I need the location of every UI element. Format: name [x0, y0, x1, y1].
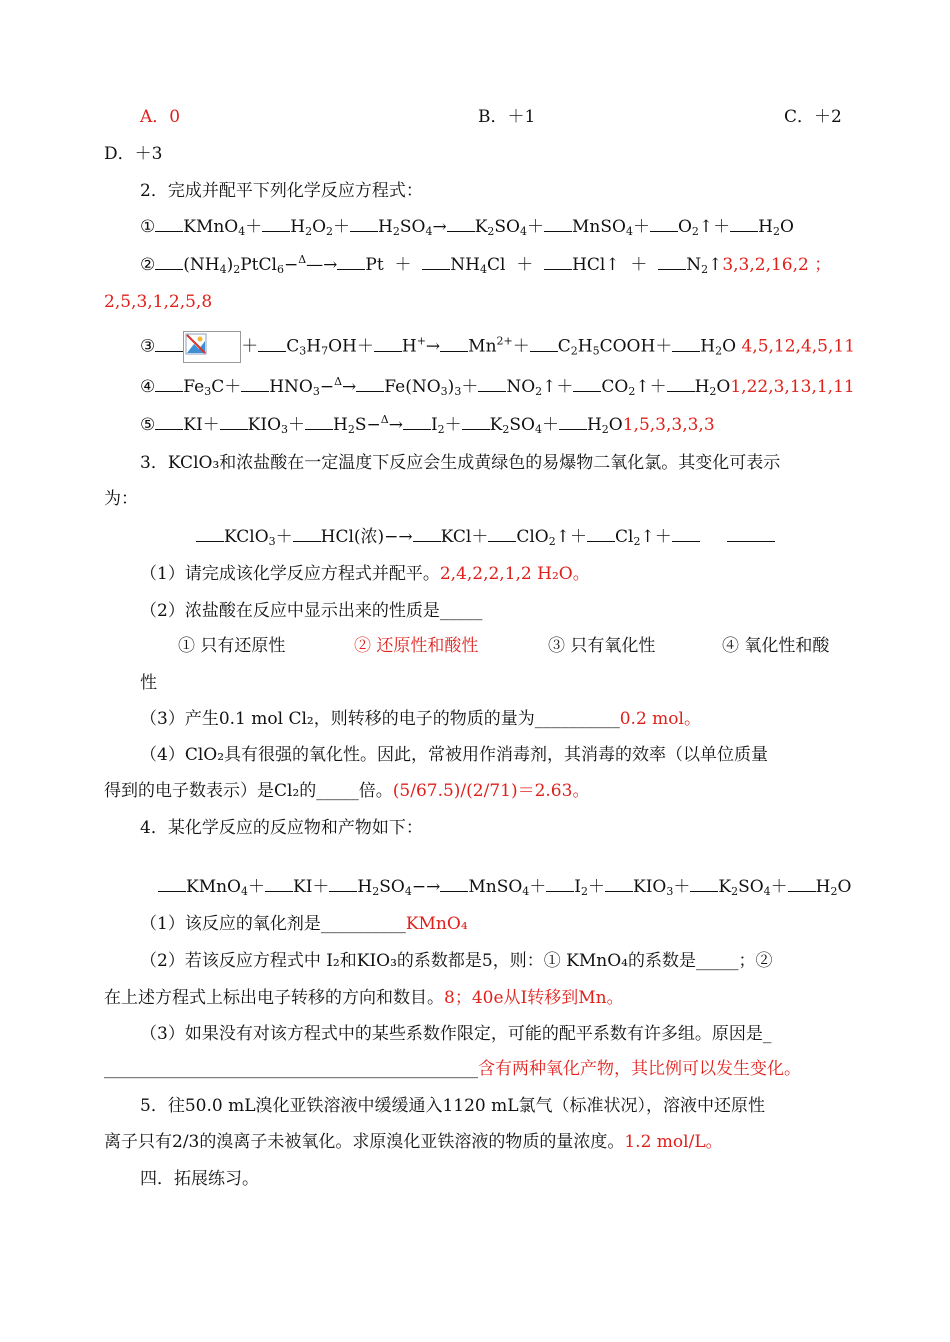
q2-eq2: ② $(NH_4)_2PtCl_6-^\Delta—\to Pt + NH_4Cl$ ＋ HCl↑ ＋ $N_2↑3,3,2,16,2$ ；	[140, 253, 832, 276]
option-a: A．0	[140, 107, 181, 127]
q4-p3-cont: ____________________________________________含有两种氧化产物，其比例可以发生变化。	[104, 1059, 801, 1079]
q4-p3-answer: 含有两种氧化产物，其比例可以发生变化。	[478, 1059, 801, 1079]
q2-title: 2．完成并配平下列化学反应方程式：	[140, 181, 423, 201]
q5-text-cont: 离子只有2/3的溴离子未被氧化。求原溴化亚铁溶液的物质的量浓度。1.2 mol/L。	[104, 1132, 723, 1152]
option-c: C．＋2	[784, 107, 842, 127]
q2-eq3-answer: 4,5,12,4,5,11	[741, 336, 856, 357]
q5-text: 5．往50.0 mL溴化亚铁溶液中缓缓通入1120 mL氯气（标准状况），溶液中还原性	[140, 1096, 766, 1116]
q4-p2-answer: 8；40e从I转移到Mn。	[444, 988, 624, 1008]
q3-p4-cont: 得到的电子数表示）是Cl₂的_____倍。(5/67.5)/(2/71)＝2.63。	[104, 781, 590, 801]
option-d: D．＋3	[104, 144, 163, 164]
q3-opt1: ① 只有还原性	[178, 636, 286, 656]
q2-eq4-answer: 1,22,3,13,1,11	[730, 377, 855, 397]
q3-opt4-cont: 性	[140, 673, 157, 693]
q3-opt3: ③ 只有氧化性	[548, 636, 656, 656]
q3-title: 3．KClO₃和浓盐酸在一定温度下反应会生成黄绿色的易爆物二氧化氯。其变化可表示	[140, 453, 781, 473]
q2-eq4: ④ $Fe_3C+ HNO_3-^\Delta\to Fe(NO_3)_3+$ $NO_2↑+$ $CO_2↑+ H_2O1,22,3,13,1,11$	[140, 375, 855, 398]
q3-p3: （3）产生0.1 mol Cl₂，则转移的电子的物质的量为__________0.2 mol。	[140, 709, 701, 729]
q3-opt4: ④ 氧化性和酸	[722, 636, 830, 656]
q3-p4-answer: (5/67.5)/(2/71)＝2.63。	[392, 781, 590, 801]
q3-p4: （4）ClO₂具有很强的氧化性。因此，常被用作消毒剂，其消毒的效率（以单位质量	[140, 745, 769, 765]
q4-p1: （1）该反应的氧化剂是__________KMnO₄	[140, 914, 468, 934]
q4-p2-cont: 在上述方程式上标出电子转移的方向和数目。8；40e从I转移到Mn。	[104, 988, 624, 1008]
q2-eq2-answer-a: 3,3,2,16,2 ；	[722, 255, 832, 275]
q3-p3-answer: 0.2 mol。	[619, 709, 701, 729]
q4-p1-answer: KMnO₄	[405, 914, 468, 934]
q3-equation: KClO$_3$＋ HCl(浓)−→ KCl＋ ClO$_2$↑＋ $Cl_2↑+$	[196, 525, 775, 548]
q4-equation: KMnO$_4$＋ $KI+ H_2SO_4-\to$ MnSO$_4$＋ $I_2+ KIO_3+ K_2SO_4+ H_2O$	[158, 875, 851, 898]
q3-p2: （2）浓盐酸在反应中显示出来的性质是_____	[140, 601, 483, 621]
q4-p2: （2）若该反应方程式中 I₂和KIO₃的系数都是5，则：① KMnO₄的系数是_____；②	[140, 951, 773, 971]
q2-eq3: ③ ＋ $C_3H_7OH+ H^+\to Mn^{2+}+$ $C_2H_5COOH+ H_2O$ 4,5,12,4,5,11	[140, 331, 855, 363]
q3-p1-answer: 2,4,2,2,1,2 H₂O。	[439, 564, 590, 584]
q2-eq5: ⑤ $KI+ KIO_3+ H_2S-^\Delta\to I_2+ K_2SO_4+ H_2O1,5,3,3,3,3$	[140, 413, 715, 436]
q2-eq5-answer: 1,5,3,3,3,3	[622, 415, 715, 435]
q2-eq2-answer-b: 2,5,3,1,2,5,8	[104, 292, 213, 312]
q4-p3: （3）如果没有对该方程式中的某些系数作限定，可能的配平系数有许多组。原因是_	[140, 1024, 772, 1044]
q3-opt2: ② 还原性和酸性	[354, 636, 479, 656]
q2-eq1: ① KMnO$_4$＋ $H_2O_2+ H_2SO_4\to K_2SO_4+$ MnSO$_4$＋ $O_2↑+ H_2O$	[140, 217, 794, 238]
q3-p1: （1）请完成该化学反应方程式并配平。2,4,2,2,1,2 H₂O。	[140, 564, 590, 584]
section-4-title: 四．拓展练习。	[140, 1169, 259, 1189]
option-b: B．＋1	[478, 107, 536, 127]
broken-image-icon	[183, 331, 241, 363]
q4-title: 4．某化学反应的反应物和产物如下：	[140, 818, 423, 838]
q3-title-cont: 为：	[104, 489, 138, 509]
q5-answer: 1.2 mol/L。	[624, 1132, 723, 1152]
